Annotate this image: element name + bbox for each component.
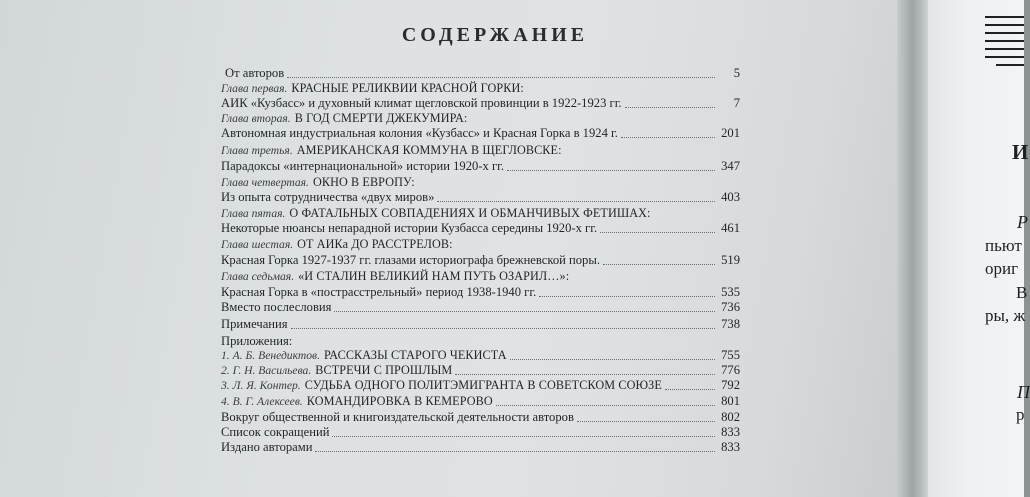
toc-entry — [221, 159, 740, 174]
decorative-rule — [985, 16, 1024, 18]
toc-entry — [221, 66, 740, 81]
toc-chapter-heading — [221, 237, 740, 252]
toc-entry-title: «И СТАЛИН ВЕЛИКИЙ НАМ ПУТЬ ОЗАРИЛ…»: — [298, 269, 570, 283]
toc-page-number: 535 — [721, 285, 740, 299]
toc-page-number: 347 — [721, 159, 740, 173]
dot-leader — [577, 411, 715, 422]
toc-chapter-label: Глава первая. — [221, 82, 288, 95]
dot-leader — [334, 301, 715, 312]
toc-entry-title: Приложения: — [221, 334, 293, 348]
toc-entry-title: Некоторые нюансы непарадной истории Кузбасса середины 1920-х гг. — [221, 221, 598, 235]
toc-page-number: 461 — [721, 221, 740, 235]
dot-leader — [603, 254, 715, 265]
right-page-text-fragment: ры, ж — [985, 306, 1026, 325]
toc-entry-title: Вокруг общественной и книгоиздательской деятельности авторов — [221, 410, 574, 424]
right-page-heading-fragment: И — [1012, 140, 1029, 164]
dot-leader — [287, 67, 715, 78]
toc-entry-title: РАССКАЗЫ СТАРОГО ЧЕКИСТА — [323, 348, 507, 362]
dot-leader — [600, 222, 715, 233]
toc-entry — [221, 410, 740, 425]
toc-entry-title: Вместо послесловия — [221, 300, 332, 314]
dot-leader — [507, 160, 715, 171]
toc-entry-title: Красная Горка 1927-1937 гг. глазами историографа брежневской поры. — [221, 253, 600, 267]
right-page-text-fragment: ориг — [985, 259, 1019, 278]
toc-page-number: 833 — [721, 425, 740, 439]
toc-entry-title: СУДЬБА ОДНОГО ПОЛИТЭМИГРАНТА В СОВЕТСКОМ СОЮЗЕ — [304, 378, 662, 392]
toc-entry-title: О ФАТАЛЬНЫХ СОВПАДЕНИЯХ И ОБМАНЧИВЫХ ФЕТИШАХ: — [289, 206, 651, 220]
decorative-rule — [996, 64, 1024, 66]
dot-leader — [496, 395, 715, 406]
toc-entry-title: Издано авторами — [221, 440, 313, 454]
toc-entry — [221, 394, 740, 409]
right-page-text-fragment: В — [1016, 283, 1028, 302]
toc-entry-title: Красная Горка в «пострасстрельный» период 1938-1940 гг. — [221, 285, 537, 299]
toc-entry — [221, 440, 740, 455]
toc-chapter-label: 1. А. Б. Венедиктов. — [221, 349, 320, 362]
toc-entry — [221, 221, 740, 236]
dot-leader — [665, 379, 715, 390]
toc-entry-title: ОКНО В ЕВРОПУ: — [312, 175, 415, 189]
right-page-text-fragment: Р — [1017, 212, 1028, 232]
toc-page-number: 792 — [721, 378, 740, 392]
toc-entry-title: От авторов — [225, 66, 285, 80]
toc-page-number: 776 — [721, 363, 740, 377]
dot-leader — [621, 127, 715, 138]
toc-chapter-label: 2. Г. Н. Васильева. — [221, 364, 312, 377]
toc-page-number: 736 — [721, 300, 740, 314]
decorative-rule — [985, 56, 1024, 58]
toc-entry — [221, 348, 740, 363]
toc-chapter-label: 3. Л. Я. Контер. — [221, 379, 301, 392]
decorative-rule — [985, 48, 1024, 50]
toc-page-number: 833 — [721, 440, 740, 454]
dot-leader — [437, 191, 715, 202]
toc-entry-title: ОТ АИКа ДО РАССТРЕЛОВ: — [297, 237, 453, 251]
toc-entry — [221, 300, 740, 315]
toc-chapter-label: Глава шестая. — [221, 238, 294, 251]
toc-entry-title: КРАСНЫЕ РЕЛИКВИИ КРАСНОЙ ГОРКИ: — [291, 81, 524, 95]
toc-chapter-heading — [221, 81, 740, 96]
toc-page-number: 802 — [721, 410, 740, 424]
toc-page-number: 755 — [721, 348, 740, 362]
toc-entry — [221, 363, 740, 378]
toc-entry — [221, 317, 740, 332]
toc-page-number: 5 — [733, 66, 740, 80]
dot-leader — [539, 286, 715, 297]
toc-chapter-heading — [221, 269, 740, 284]
toc-entry-title: Парадоксы «интернациональной» истории 1920-х гг. — [221, 159, 505, 173]
dot-leader — [332, 426, 715, 437]
toc-section-label — [221, 334, 740, 349]
toc-chapter-label: Глава четвертая. — [221, 176, 309, 189]
toc-heading: СОДЕРЖАНИЕ — [401, 24, 589, 46]
dot-leader — [455, 364, 715, 375]
toc-page-number: 738 — [721, 317, 740, 331]
toc-chapter-label: Глава пятая. — [221, 207, 286, 220]
toc-entry-title: Примечания — [221, 317, 288, 331]
dot-leader — [510, 349, 715, 360]
toc-page-number: 519 — [721, 253, 740, 267]
toc-entry-title: КОМАНДИРОВКА В КЕМЕРОВО — [306, 394, 493, 408]
toc-entry — [221, 190, 740, 205]
toc-chapter-label: Глава вторая. — [221, 112, 291, 125]
decorative-rule — [985, 24, 1024, 26]
dot-leader — [315, 441, 715, 452]
right-page-text-fragment: р — [1016, 405, 1025, 424]
toc-entry — [221, 378, 740, 393]
toc-chapter-heading — [221, 206, 740, 221]
right-page-text-fragment: пьют — [985, 236, 1022, 255]
toc-entry-title: Автономная индустриальная колония «Кузбасс» и Красная Горка в 1924 г. — [221, 126, 618, 140]
toc-entry-title: АИК «Кузбасс» и духовный климат щегловской провинции в 1922-1923 гг. — [221, 96, 622, 110]
toc-chapter-heading — [221, 143, 740, 158]
dot-leader — [291, 318, 715, 329]
toc-page-number: 7 — [733, 96, 740, 110]
toc-entry-title: АМЕРИКАНСКАЯ КОММУНА В ЩЕГЛОВСКЕ: — [296, 143, 562, 157]
right-page — [928, 0, 1030, 497]
toc-chapter-label: Глава третья. — [221, 144, 293, 157]
dot-leader — [625, 97, 715, 108]
toc-page-number: 201 — [721, 126, 740, 140]
toc-chapter-label: Глава седьмая. — [221, 270, 295, 283]
toc-entry — [221, 285, 740, 300]
right-page-text-fragment: П — [1017, 382, 1030, 402]
toc-entry — [221, 96, 740, 111]
toc-entry — [221, 425, 740, 440]
toc-entry-title: Список сокращений — [221, 425, 330, 439]
toc-entry — [221, 126, 740, 141]
toc-entry-title: В ГОД СМЕРТИ ДЖЕКУМИРА: — [294, 111, 468, 125]
toc-page-number: 801 — [721, 394, 740, 408]
toc-chapter-label: 4. В. Г. Алексеев. — [221, 395, 303, 408]
toc-entry — [221, 253, 740, 268]
toc-entry-title: ВСТРЕЧИ С ПРОШЛЫМ — [315, 363, 453, 377]
decorative-rule — [985, 40, 1024, 42]
decorative-rule — [985, 32, 1024, 34]
toc-chapter-heading — [221, 111, 740, 126]
toc-chapter-heading — [221, 175, 740, 190]
toc-page-number: 403 — [721, 190, 740, 204]
toc-entry-title: Из опыта сотрудничества «двух миров» — [221, 190, 435, 204]
